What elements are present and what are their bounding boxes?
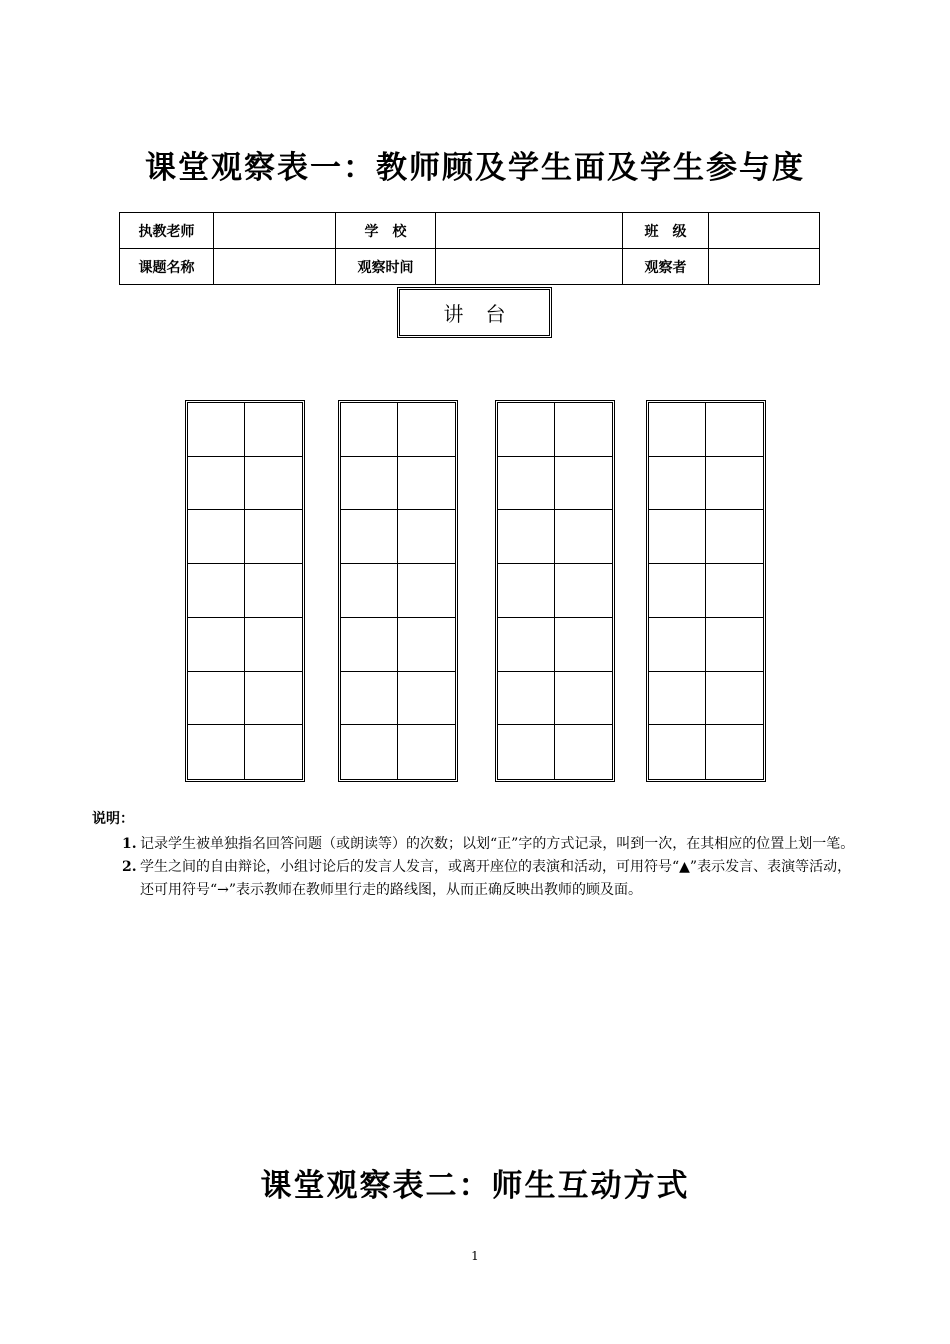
seat-cell[interactable] bbox=[398, 725, 455, 779]
seat-cell[interactable] bbox=[188, 618, 245, 672]
seat-cell[interactable] bbox=[498, 403, 555, 457]
seat-cell[interactable] bbox=[555, 457, 612, 511]
seat-cell[interactable] bbox=[341, 672, 398, 726]
seat-cell[interactable] bbox=[706, 457, 763, 511]
seat-cell[interactable] bbox=[706, 672, 763, 726]
seat-cell[interactable] bbox=[498, 618, 555, 672]
note-item bbox=[92, 833, 864, 856]
seat-cell[interactable] bbox=[398, 510, 455, 564]
seat-cell[interactable] bbox=[706, 725, 763, 779]
seat-cell[interactable] bbox=[245, 618, 302, 672]
seat-cell[interactable] bbox=[649, 510, 706, 564]
seat-cell[interactable] bbox=[706, 510, 763, 564]
seat-cell[interactable] bbox=[341, 457, 398, 511]
seat-group-4 bbox=[646, 400, 766, 782]
seat-cell[interactable] bbox=[245, 725, 302, 779]
time-field[interactable] bbox=[436, 249, 623, 285]
seat-cell[interactable] bbox=[341, 510, 398, 564]
seat-cell[interactable] bbox=[188, 510, 245, 564]
note-number: 2. bbox=[122, 859, 137, 875]
seat-cell[interactable] bbox=[245, 457, 302, 511]
seat-cell[interactable] bbox=[498, 564, 555, 618]
seat-cell[interactable] bbox=[245, 672, 302, 726]
seat-cell[interactable] bbox=[649, 403, 706, 457]
seat-cell[interactable] bbox=[706, 403, 763, 457]
seat-cell[interactable] bbox=[188, 564, 245, 618]
seat-cell[interactable] bbox=[706, 564, 763, 618]
observer-field[interactable] bbox=[709, 249, 820, 285]
seat-cell[interactable] bbox=[245, 403, 302, 457]
seat-cell[interactable] bbox=[398, 618, 455, 672]
notes-section bbox=[92, 808, 864, 902]
note-text: 记录学生被单独指名回答问题（或朗读等）的次数；以划“正”字的方式记录，叫到一次，在其相应的位置上划一笔。 bbox=[140, 836, 855, 852]
school-label: 学 校 bbox=[336, 213, 436, 249]
note-item bbox=[92, 856, 864, 902]
seat-cell[interactable] bbox=[341, 618, 398, 672]
seat-cell[interactable] bbox=[706, 618, 763, 672]
seat-cell[interactable] bbox=[341, 403, 398, 457]
seat-cell[interactable] bbox=[498, 457, 555, 511]
seat-cell[interactable] bbox=[555, 618, 612, 672]
seat-cell[interactable] bbox=[398, 403, 455, 457]
seat-cell[interactable] bbox=[555, 564, 612, 618]
seat-group-3 bbox=[495, 400, 615, 782]
seat-group-2 bbox=[338, 400, 458, 782]
seat-cell[interactable] bbox=[649, 725, 706, 779]
notes-heading: 说明： bbox=[92, 811, 134, 827]
class-field[interactable] bbox=[709, 213, 820, 249]
seat-cell[interactable] bbox=[498, 672, 555, 726]
podium-label: 讲台 bbox=[443, 302, 528, 326]
seat-cell[interactable] bbox=[649, 672, 706, 726]
topic-field[interactable] bbox=[214, 249, 336, 285]
seat-cell[interactable] bbox=[498, 725, 555, 779]
seat-cell[interactable] bbox=[555, 672, 612, 726]
seat-cell[interactable] bbox=[341, 725, 398, 779]
section-title: 课堂观察表二：师生互动方式 bbox=[260, 1168, 690, 1204]
note-text: 学生之间的自由辩论，小组讨论后的发言人发言，或离开座位的表演和活动，可用符号“▲”表示发言、表演等活动，还可用符号“→”表示教师在教师里行走的路线图，从而正确反映出教师的顾及面。 bbox=[140, 859, 852, 898]
seat-cell[interactable] bbox=[498, 510, 555, 564]
seat-cell[interactable] bbox=[555, 510, 612, 564]
seat-cell[interactable] bbox=[649, 457, 706, 511]
seat-cell[interactable] bbox=[398, 672, 455, 726]
seat-cell[interactable] bbox=[188, 725, 245, 779]
seat-cell[interactable] bbox=[649, 618, 706, 672]
teacher-field[interactable] bbox=[214, 213, 336, 249]
seat-cell[interactable] bbox=[341, 564, 398, 618]
seat-cell[interactable] bbox=[398, 457, 455, 511]
topic-label: 课题名称 bbox=[120, 249, 214, 285]
page-number: 1 bbox=[471, 1249, 479, 1263]
podium-box bbox=[397, 287, 552, 338]
seat-cell[interactable] bbox=[245, 564, 302, 618]
info-row bbox=[120, 213, 820, 249]
time-label: 观察时间 bbox=[336, 249, 436, 285]
seat-cell[interactable] bbox=[398, 564, 455, 618]
seat-cell[interactable] bbox=[188, 457, 245, 511]
page-title: 课堂观察表一：教师顾及学生面及学生参与度 bbox=[145, 150, 805, 186]
school-field[interactable] bbox=[436, 213, 623, 249]
info-row bbox=[120, 249, 820, 285]
note-number: 1. bbox=[122, 836, 137, 852]
seat-cell[interactable] bbox=[649, 564, 706, 618]
seat-cell[interactable] bbox=[188, 403, 245, 457]
info-table bbox=[119, 212, 820, 285]
teacher-label: 执教老师 bbox=[120, 213, 214, 249]
observer-label: 观察者 bbox=[623, 249, 709, 285]
seat-group-1 bbox=[185, 400, 305, 782]
class-label: 班 级 bbox=[623, 213, 709, 249]
seat-cell[interactable] bbox=[555, 725, 612, 779]
seat-cell[interactable] bbox=[555, 403, 612, 457]
seat-cell[interactable] bbox=[188, 672, 245, 726]
seat-cell[interactable] bbox=[245, 510, 302, 564]
